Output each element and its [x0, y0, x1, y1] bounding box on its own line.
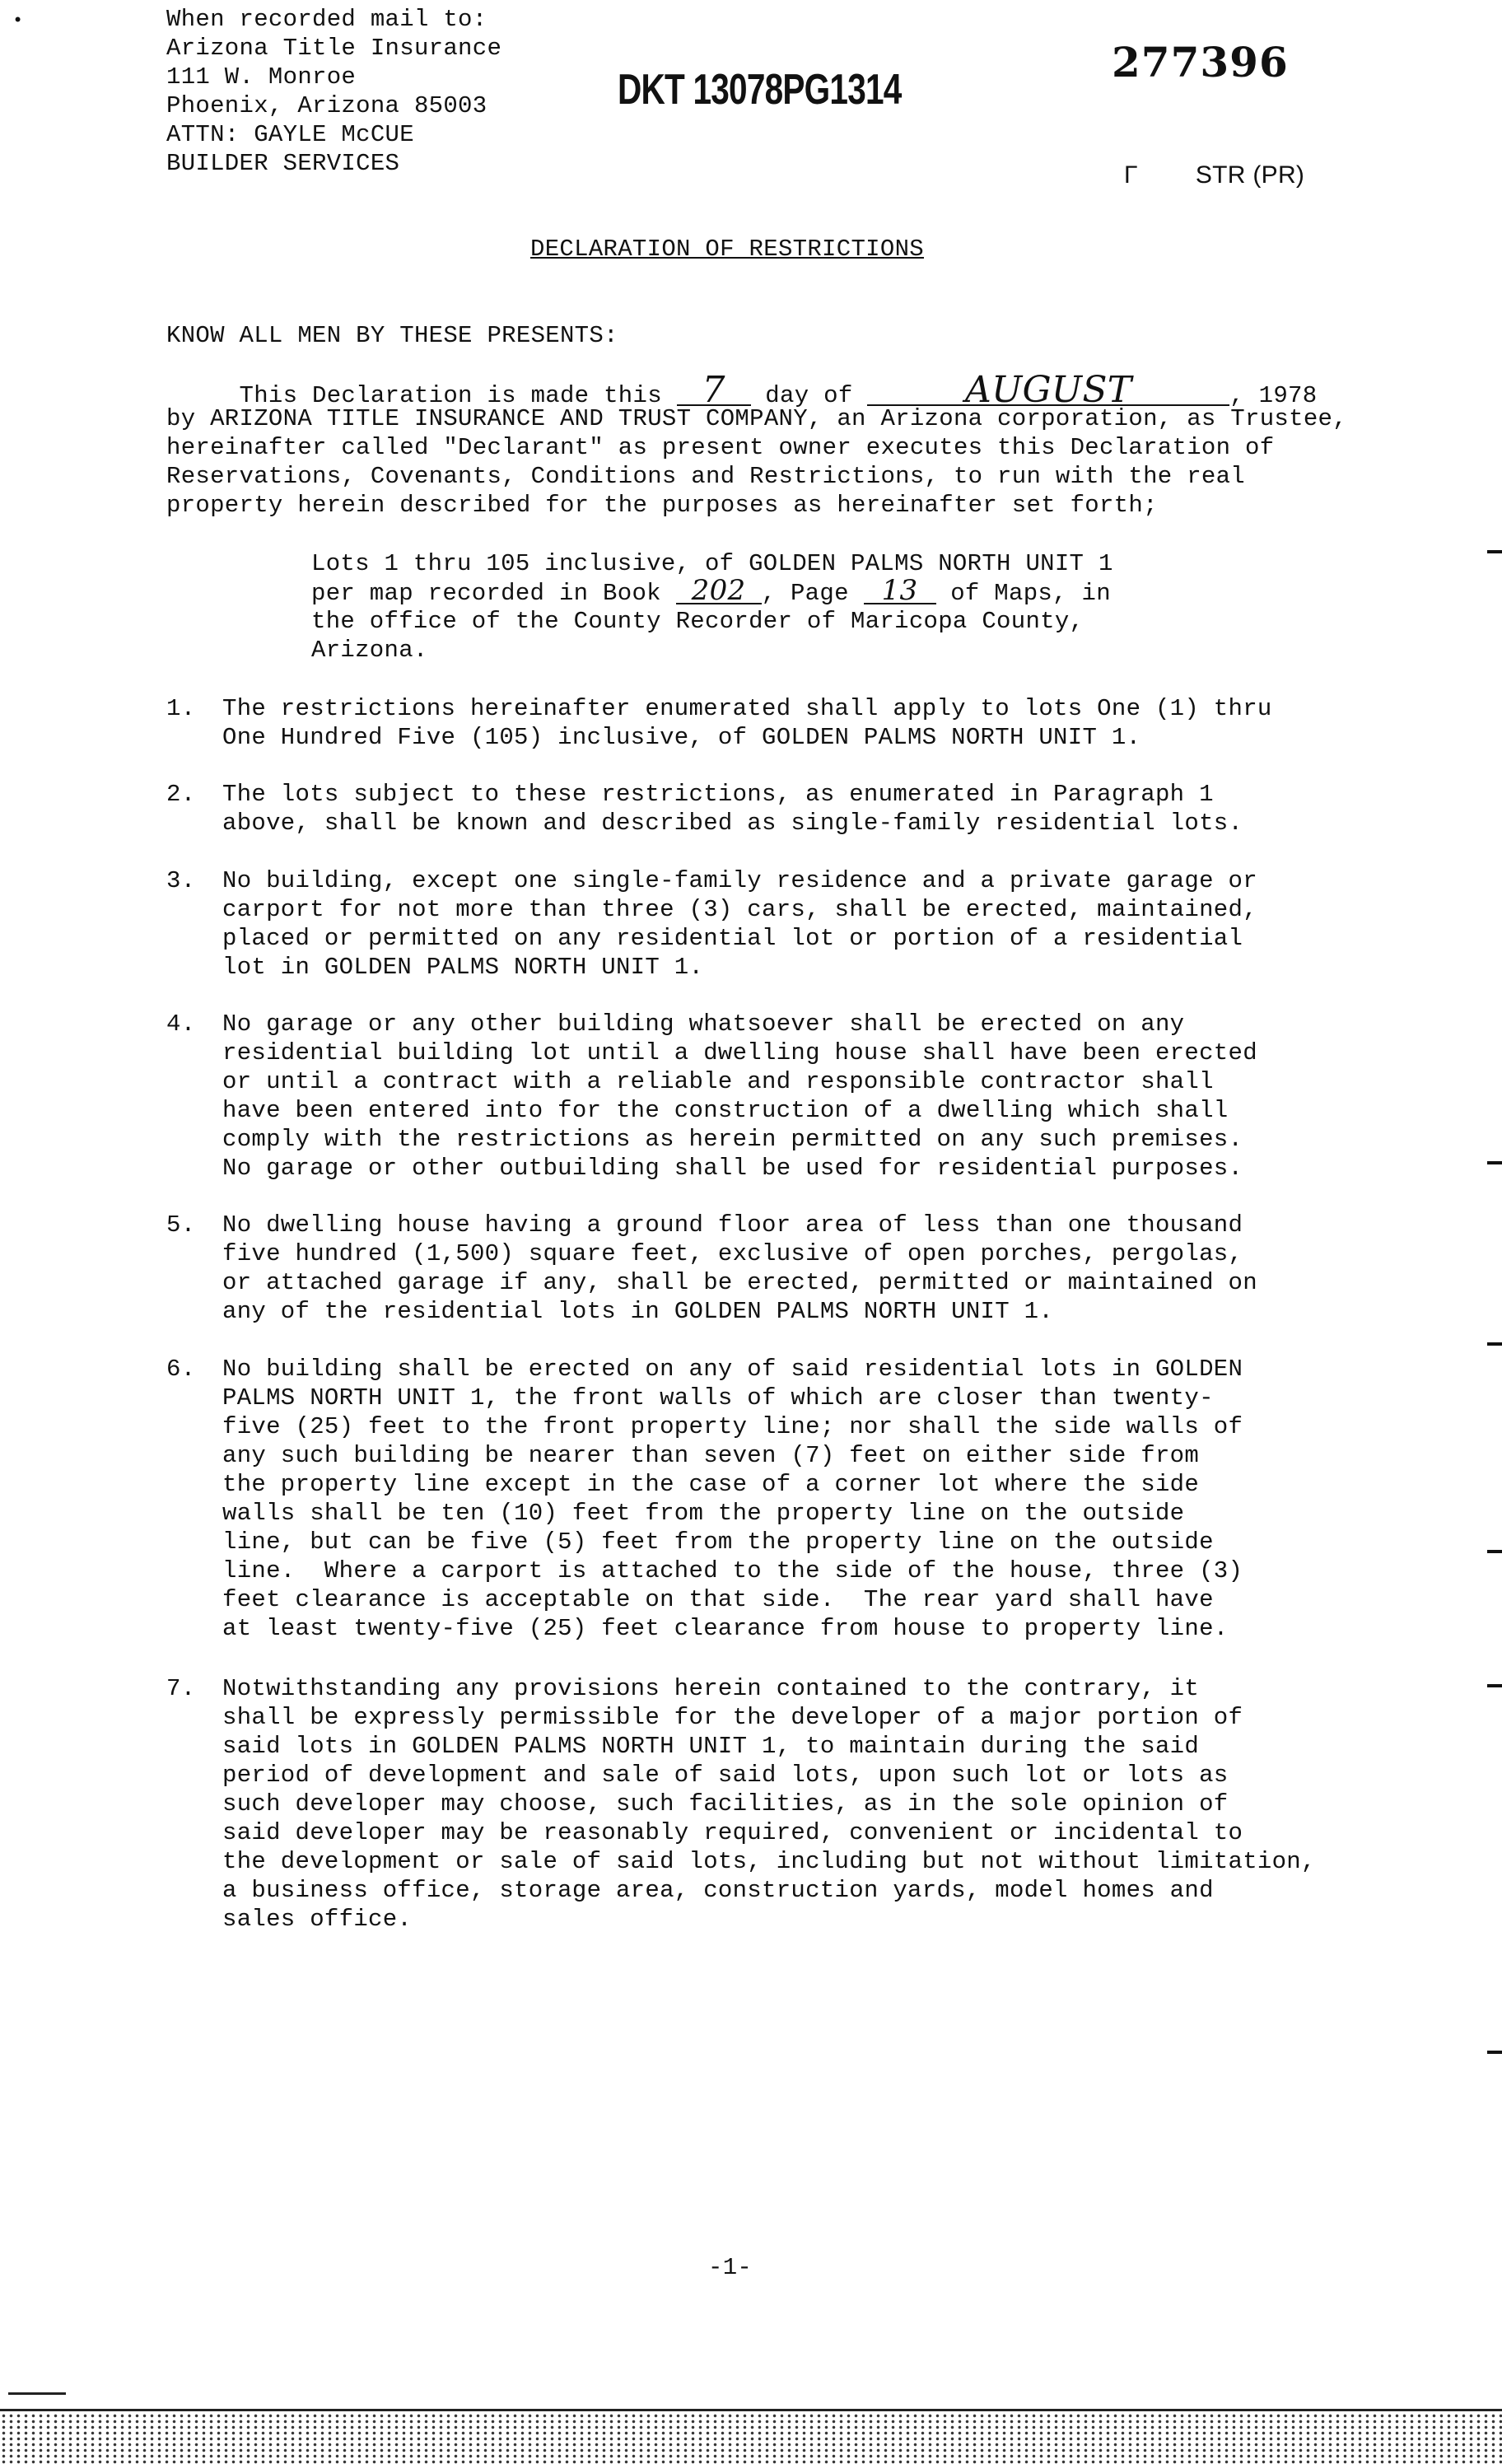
- greeting: KNOW ALL MEN BY THESE PRESENTS:: [166, 322, 618, 349]
- stamp-code: STR (PR): [1195, 161, 1305, 189]
- item-line: comply with the restrictions as herein permitted on any such premises.: [222, 1126, 1243, 1153]
- item-line: PALMS NORTH UNIT 1, the front walls of which are closer than twenty-: [222, 1384, 1214, 1412]
- item-body: [222, 866, 1257, 982]
- item-line: feet clearance is acceptable on that side. The rear yard shall have: [222, 1586, 1214, 1613]
- legal-line-book-page: [311, 574, 1113, 607]
- item-line: the development or sale of said lots, including but not without limitation,: [222, 1848, 1316, 1875]
- mail-to-line: ATTN: GAYLE McCUE: [166, 121, 414, 148]
- item-number: 2.: [166, 781, 196, 808]
- item-line: placed or permitted on any residential lot or portion of a residential: [222, 925, 1243, 952]
- item-line: any of the residential lots in GOLDEN PALMS NORTH UNIT 1.: [222, 1298, 1054, 1325]
- intro-line: property herein described for the purposes as hereinafter set forth;: [166, 492, 1158, 519]
- handwritten-month: AUGUST: [867, 376, 1229, 406]
- item-number: 7.: [166, 1675, 196, 1702]
- item-line: said developer may be reasonably required, convenient or incidental to: [222, 1819, 1243, 1846]
- intro-paragraph: [166, 369, 1347, 520]
- mail-to-line: When recorded mail to:: [166, 6, 487, 33]
- scan-edge-mark: [1487, 1550, 1502, 1553]
- item-line: No garage or other outbuilding shall be used for residential purposes.: [222, 1155, 1243, 1182]
- item-body: [222, 694, 1272, 752]
- docket-page-stamp: DKT 13078PG1314: [618, 66, 902, 114]
- recording-number: 277396: [1112, 38, 1289, 86]
- item-line: carport for not more than three (3) cars, shall be erected, maintained,: [222, 896, 1257, 923]
- item-line: five (25) feet to the front property line; nor shall the side walls of: [222, 1413, 1243, 1440]
- scan-artifact: [8, 2392, 66, 2395]
- item-number: 5.: [166, 1211, 196, 1239]
- legal-page-mid: , Page: [761, 580, 864, 607]
- item-line: or attached garage if any, shall be erected, permitted or maintained on: [222, 1269, 1257, 1296]
- page-number: -1-: [708, 2254, 753, 2281]
- item-line: above, shall be known and described as single-family residential lots.: [222, 810, 1243, 837]
- item-line: No building, except one single-family residence and a private garage or: [222, 867, 1257, 894]
- legal-line: Arizona.: [311, 637, 428, 664]
- handwritten-page-number: 13: [864, 578, 936, 604]
- item-line: a business office, storage area, construction yards, model homes and: [222, 1877, 1214, 1904]
- item-line: lot in GOLDEN PALMS NORTH UNIT 1.: [222, 954, 704, 981]
- item-body: [222, 1010, 1257, 1183]
- mail-to-line: 111 W. Monroe: [166, 63, 357, 91]
- intro-line: by ARIZONA TITLE INSURANCE AND TRUST COMPANY, an Arizona corporation, as Trustee,: [166, 405, 1347, 432]
- stamp-mark: Γ: [1124, 161, 1138, 189]
- scan-edge-mark: [1487, 1684, 1502, 1687]
- item-line: any such building be nearer than seven (7) feet on either side from: [222, 1442, 1200, 1469]
- item-line: five hundred (1,500) square feet, exclusive of open porches, pergolas,: [222, 1240, 1243, 1267]
- margin-bullet: •: [12, 11, 24, 31]
- item-line: residential building lot until a dwelling house shall have been erected: [222, 1039, 1257, 1066]
- item-line: shall be expressly permissible for the developer of a major portion of: [222, 1704, 1243, 1731]
- item-line: The restrictions hereinafter enumerated shall apply to lots One (1) thru: [222, 695, 1272, 722]
- item-number: 1.: [166, 695, 196, 722]
- mail-to-line: Arizona Title Insurance: [166, 35, 502, 62]
- item-line: line. Where a carport is attached to the side of the house, three (3): [222, 1557, 1243, 1584]
- legal-maps-suffix: of Maps, in: [935, 580, 1111, 607]
- scan-edge-mark: [1487, 1342, 1502, 1346]
- item-line: at least twenty-five (25) feet clearance from house to property line.: [222, 1615, 1229, 1642]
- recorder-stamp: [1124, 161, 1304, 189]
- item-line: No garage or any other building whatsoever shall be erected on any: [222, 1010, 1185, 1038]
- item-body: [222, 1674, 1316, 1934]
- handwritten-day: 7: [677, 376, 751, 406]
- item-line: the property line except in the case of a corner lot where the side: [222, 1471, 1200, 1498]
- item-line: period of development and sale of said lots, upon such lot or lots as: [222, 1762, 1229, 1789]
- mail-to-line: BUILDER SERVICES: [166, 150, 400, 177]
- item-body: [222, 1211, 1257, 1326]
- scan-edge-mark: [1487, 1161, 1502, 1164]
- intro-line: Reservations, Covenants, Conditions and Restrictions, to run with the real: [166, 463, 1246, 490]
- item-body: [222, 780, 1243, 838]
- item-number: 4.: [166, 1010, 196, 1038]
- scan-border: [0, 2409, 1502, 2411]
- intro-suffix: , 1978: [1229, 382, 1318, 409]
- legal-description: [311, 549, 1113, 665]
- mail-to-address-block: [166, 5, 501, 178]
- intro-line: hereinafter called "Declarant" as present owner executes this Declaration of: [166, 434, 1275, 461]
- scan-noise-strip: [0, 2413, 1502, 2464]
- item-line: No dwelling house having a ground floor area of less than one thousand: [222, 1211, 1243, 1239]
- intro-mid: day of: [750, 382, 868, 409]
- item-line: sales office.: [222, 1906, 413, 1933]
- item-line: line, but can be five (5) feet from the property line on the outside: [222, 1528, 1214, 1556]
- item-line: such developer may choose, such facilities, as in the sole opinion of: [222, 1790, 1229, 1818]
- item-line: walls shall be ten (10) feet from the property line on the outside: [222, 1500, 1185, 1527]
- scan-edge-mark: [1487, 2051, 1502, 2054]
- item-line: One Hundred Five (105) inclusive, of GOLDEN PALMS NORTH UNIT 1.: [222, 724, 1141, 751]
- item-line: The lots subject to these restrictions, as enumerated in Paragraph 1: [222, 781, 1214, 808]
- legal-line: the office of the County Recorder of Maricopa County,: [311, 608, 1085, 635]
- intro-first-line: [166, 369, 1336, 411]
- item-number: 6.: [166, 1356, 196, 1383]
- document-title: DECLARATION OF RESTRICTIONS: [530, 236, 924, 263]
- scan-edge-mark: [1487, 550, 1502, 553]
- item-line: said lots in GOLDEN PALMS NORTH UNIT 1, to maintain during the said: [222, 1733, 1200, 1760]
- item-number: 3.: [166, 867, 196, 894]
- handwritten-book-number: 202: [676, 578, 762, 604]
- item-line: have been entered into for the construction of a dwelling which shall: [222, 1097, 1229, 1124]
- item-line: Notwithstanding any provisions herein contained to the contrary, it: [222, 1675, 1200, 1702]
- legal-line: Lots 1 thru 105 inclusive, of GOLDEN PALMS NORTH UNIT 1: [311, 550, 1113, 577]
- intro-prefix: This Declaration is made this: [166, 382, 677, 409]
- legal-book-prefix: per map recorded in Book: [311, 580, 676, 607]
- item-line: No building shall be erected on any of said residential lots in GOLDEN: [222, 1356, 1243, 1383]
- item-line: or until a contract with a reliable and responsible contractor shall: [222, 1068, 1214, 1095]
- mail-to-line: Phoenix, Arizona 85003: [166, 92, 487, 119]
- item-body: [222, 1355, 1243, 1643]
